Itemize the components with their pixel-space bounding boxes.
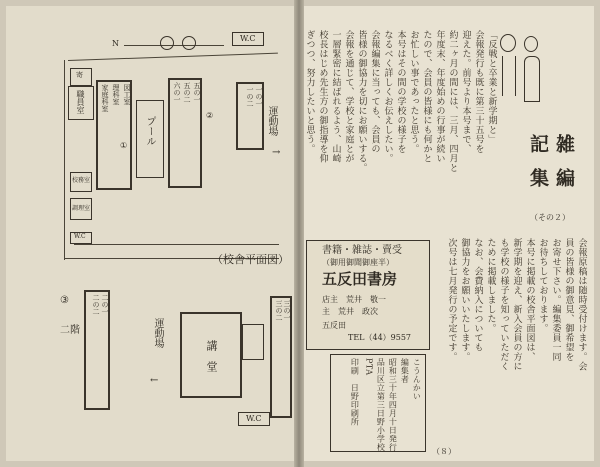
outro-line-9: 御協力をお願いいたします。 (459, 238, 470, 362)
playground-arrow: → (272, 147, 281, 158)
ad-owner2: 主 荒井 政次 (322, 307, 378, 316)
intro-line-0: 「反戦と卒業と新学期と」 (486, 30, 497, 144)
playground-lower-arrow: ← (150, 375, 159, 386)
circle-3: ③ (60, 295, 69, 306)
wc-right-label: W.C (246, 414, 262, 423)
colophon-line-2: 昭和三十年四月十日発行 (388, 358, 398, 452)
grade56-col (170, 82, 200, 186)
staff-room-label: 職員室 (76, 90, 85, 114)
ad-address: 五反田 (322, 321, 346, 330)
room-5-1: 五の一 (193, 82, 201, 103)
map-title: （校舎平面図） (212, 253, 289, 266)
playground-lower-label: 運動場 (152, 318, 163, 348)
intro-line-13: 校長はじめ先生方の御指導を仰 (317, 30, 328, 163)
ad-owner1: 店主 荒井 敬一 (322, 295, 386, 304)
circle-2: ② (206, 111, 214, 120)
room-2-1: 二の一 (101, 294, 109, 315)
room-1-1: 一の一 (255, 86, 263, 107)
intro-line-6: お忙しい事であったと思う。 (408, 30, 419, 154)
figure-head-left (500, 34, 516, 52)
site-boundary-left (64, 60, 65, 260)
heading-sono: （その２） (530, 213, 570, 222)
room-katei: 家庭科室 (101, 84, 109, 112)
special-rooms-col (98, 84, 130, 188)
outro-line-3: お待ちしております。 (537, 238, 548, 333)
outro-line-0: 会報原稿は随時受付けます。会 (576, 238, 587, 371)
office-room-label: 校務室 (72, 177, 91, 184)
auditorium-annex (242, 324, 264, 360)
second-floor-label: 二階 (60, 325, 80, 336)
intro-line-12: 一層緊密に結ばれるよう、山崎 (330, 30, 341, 163)
wc-top-label: W.C (240, 34, 256, 43)
pool-label: プール (144, 116, 155, 146)
room-1-2: 一の二 (246, 86, 254, 107)
grade2-col (86, 294, 108, 406)
intro-line-7: 本号はその間の学校の様子を (395, 30, 406, 154)
corner-building-label: 寄 (76, 71, 83, 79)
outro-line-7: ために掲載しました。 (485, 238, 496, 333)
outro-line-10: 次号は七月発行の予定です。 (446, 238, 457, 362)
intro-line-3: 約二ヶ月の間には、三月、四月と (447, 30, 458, 173)
ad-header: 書籍・雑誌・賣受 (322, 245, 402, 256)
colophon-line-1: 編集者 (400, 358, 410, 384)
outro-line-4: 本号に掲載の校舎平面図は、 (524, 238, 535, 362)
site-boundary-inner (74, 244, 279, 245)
north-label: N (112, 39, 119, 48)
flag-circle (160, 36, 174, 50)
heading-henshu: 記 集 (527, 134, 549, 191)
playground-right-label: 運動場 (266, 106, 277, 136)
room-zukou: 図工室 (123, 84, 131, 105)
figure-head-right (524, 36, 538, 52)
left-page (6, 6, 296, 461)
auditorium-label: 講堂 (205, 340, 218, 382)
book-gutter (294, 0, 304, 467)
intro-line-5: たので、会員の皆様にも何かと (421, 30, 432, 163)
colophon-line-0: こうんかい (412, 358, 422, 401)
outro-line-5: 新学期を迎え、新入会員の方に (511, 238, 522, 371)
grade1-col (238, 86, 262, 146)
intro-line-1: 会報発行も既に第三十五号を (473, 30, 484, 154)
colophon-line-4: PTA (364, 358, 374, 376)
room-5-2: 五の二 (183, 82, 191, 103)
intro-line-9: 会報編集に当っても、会員の (369, 30, 380, 154)
page-number: （８） (432, 447, 456, 456)
grade3-col (272, 300, 290, 414)
intro-line-8: なるべく詳しくお伝えしたい。 (382, 30, 393, 163)
room-2-2: 二の二 (92, 294, 100, 315)
ad-sub: （御用御聞御座半） (322, 258, 394, 267)
intro-line-10: 皆様の御協力を切にお願いする。 (356, 30, 367, 173)
room-rika: 理科室 (112, 84, 120, 105)
colophon-line-5: 印刷 日野印刷所 (350, 358, 360, 426)
room-3-1: 三の一 (283, 300, 291, 321)
circle-1: ① (120, 141, 128, 150)
figure-body-left (502, 56, 516, 96)
illustration-figures (496, 28, 546, 118)
room-6-1: 六の一 (173, 82, 181, 103)
flag-circle-2 (182, 36, 196, 50)
intro-line-4: 年度末、年度始めの行事が続い (434, 30, 445, 163)
colophon-line-3: 品川区立第三日野小学校 (376, 358, 386, 452)
outro-line-8: なお、会費納入についても (472, 238, 483, 352)
figure-body-right (524, 56, 540, 102)
intro-line-14: ぎつつ、努力したいと思う。 (304, 30, 315, 154)
kitchen-room-label: 調理室 (72, 205, 91, 212)
intro-line-11: 会報を通じて、学校と家庭とが (343, 30, 354, 163)
ad-shop-name: 五反田書房 (322, 270, 398, 288)
north-road-line (124, 45, 224, 46)
outro-line-1: 員の皆様の御意見、御希望を (563, 238, 574, 362)
wc-left-label: W.C (74, 233, 86, 240)
outro-line-6: も学校の様子を知っていただく (498, 238, 509, 371)
heading-zakki: 雑 編 (553, 134, 575, 191)
room-3-2: 三の二 (275, 300, 283, 321)
ad-tel: TEL（44）9557 (348, 333, 412, 342)
intro-line-2: 迎えた。前号より本号まで、 (460, 30, 471, 154)
outro-line-2: お寄せ下さい。編集委員一同 (550, 238, 561, 362)
